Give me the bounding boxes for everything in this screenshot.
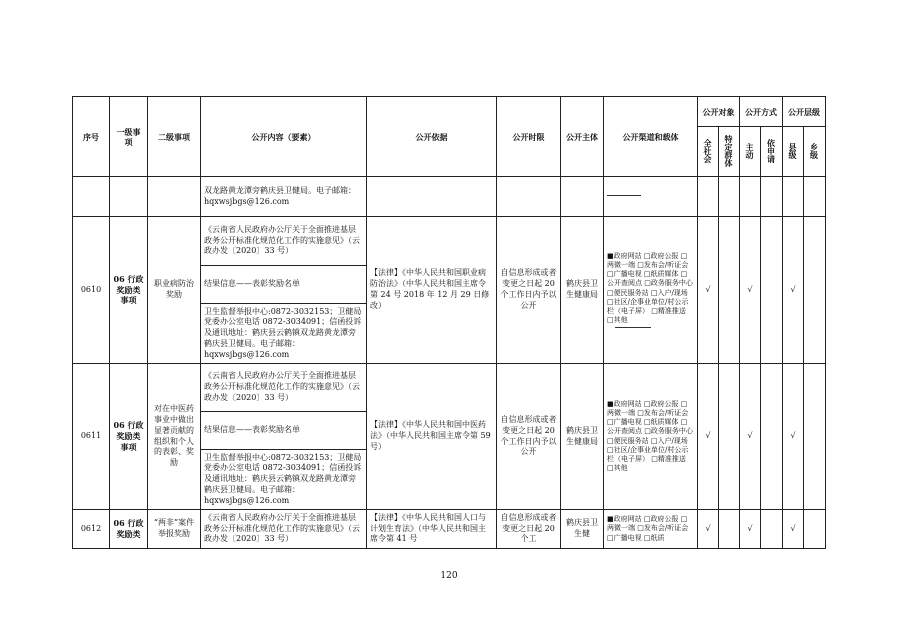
header-specific: 特定群体: [719, 127, 740, 177]
header-active: 主动: [740, 127, 761, 177]
cell-apply: [761, 364, 783, 510]
header-channel: 公开渠道和载体: [604, 97, 698, 177]
cell-channel: ■政府网站 □政府公报 □两微一端 □发布会/听证会 □广播电视 □纸质媒体 □公开查阅点 □政务服务中心 □便民服务站 □入户/现场 □社区/企事业单位/村公示栏（电子屏） □精准推送 □其他: [604, 364, 698, 510]
header-timing: 公开时限: [497, 97, 561, 177]
header-level1: 一级事项: [110, 97, 148, 177]
header-method: 公开方式: [740, 97, 783, 127]
cell-subject: 鹤庆县卫生健康局: [561, 217, 604, 364]
cell-all-society: √: [698, 364, 719, 510]
cell-all-society: √: [698, 217, 719, 364]
header-all-society: 全社会: [698, 127, 719, 177]
header-basis: 公开依据: [367, 97, 497, 177]
cell-level2: “两非”案件举报奖励: [148, 510, 201, 549]
cell-content: 卫生监督举报中心:0872-3032153；卫健局党委办公室电话 0872-3034091；信函投诉及通讯地址：鹤庆县云鹤镇双龙路黄龙潭旁鹤庆县卫健局。电子邮箱：hqxwsjbgs@126.com: [201, 304, 367, 364]
cell-township: [804, 510, 826, 549]
cell-seq: 0611: [73, 364, 110, 510]
cell-level2: 对在中医药事业中做出显著贡献的组织和个人的表彰、奖励: [148, 364, 201, 510]
cell-subject: 鹤庆县卫生健: [561, 510, 604, 549]
cell-content: 结果信息——表彰奖励名单: [201, 412, 367, 450]
cell-apply: [761, 510, 783, 549]
cell-timing: 自信息形成或者变更之日起 20 个工: [497, 510, 561, 549]
cell-content: 结果信息——表彰奖励名单: [201, 266, 367, 304]
cell-township: [804, 364, 826, 510]
header-target: 公开对象: [698, 97, 740, 127]
cell-specific: [719, 364, 740, 510]
cell-seq: 0610: [73, 217, 110, 364]
cell-basis: 【法律】《中华人民共和国人口与计划生育法》（中华人民共和国主席令第 41 号: [367, 510, 497, 549]
cell-county: √: [783, 510, 804, 549]
header-apply: 依申请: [761, 127, 783, 177]
cell-channel: ■政府网站 □政府公报 □两微一端 □发布会/听证会 □广播电视 □纸质媒体 □公开查阅点 □政务服务中心 □便民服务站 □入户/现场 □社区/企事业单位/村公示栏（电子屏） □精准推送 □其他: [604, 217, 698, 364]
cell-level1: 06 行政奖励类事项: [110, 217, 148, 364]
header-content: 公开内容（要素）: [201, 97, 367, 177]
cell-apply: [761, 217, 783, 364]
cell-content: 卫生监督举报中心:0872-3032153；卫健局党委办公室电话 0872-3034091；信函投诉及通讯地址：鹤庆县云鹤镇双龙路黄龙潭旁鹤庆县卫健局。电子邮箱：hqxwsjbgs@126.com: [201, 450, 367, 510]
cell-specific: [719, 217, 740, 364]
header-county: 县级: [783, 127, 804, 177]
divider: [607, 195, 641, 196]
cell-content: 《云南省人民政府办公厅关于全面推进基层政务公开标准化规范化工作的实施意见》（云政办发〔2020〕33 号）: [201, 510, 367, 549]
cell-specific: [719, 510, 740, 549]
table-row: [73, 510, 826, 549]
header-township: 乡级: [804, 127, 826, 177]
cell-county: √: [783, 364, 804, 510]
cell-level2: 职业病防治奖励: [148, 217, 201, 364]
table-row: [73, 364, 826, 412]
cell-seq: 0612: [73, 510, 110, 549]
cell-township: [804, 217, 826, 364]
cell-subject: 鹤庆县卫生健康局: [561, 364, 604, 510]
header-row-1: [73, 97, 826, 127]
header-seq: 序号: [73, 97, 110, 177]
cell-county: √: [783, 217, 804, 364]
header-layer: 公开层级: [783, 97, 826, 127]
cell-level1: 06 行政奖励类事项: [110, 364, 148, 510]
cell-content: 双龙路黄龙潭旁鹤庆县卫健局。电子邮箱：hqxwsjbgs@126.com: [201, 177, 367, 217]
cell-content: 《云南省人民政府办公厅关于全面推进基层政务公开标准化规范化工作的实施意见》（云政办发〔2020〕33 号）: [201, 217, 367, 266]
cell-basis: 【法律】《中华人民共和国职业病防治法》（中华人民共和国主席令第 24 号 2018 年 12 月 29 日修改）: [367, 217, 497, 364]
page-number: 120: [440, 571, 458, 581]
disclosure-table: [72, 96, 826, 549]
cell-level1: 06 行政奖励类: [110, 510, 148, 549]
cell-timing: 自信息形成或者变更之日起 20 个工作日内予以公开: [497, 364, 561, 510]
table-row-continuation: [73, 177, 826, 217]
cell-active: √: [740, 510, 761, 549]
cell-channel: ■政府网站 □政府公报 □两微一端 □发布会/听证会 □广播电视 □纸质: [604, 510, 698, 549]
cell-active: √: [740, 217, 761, 364]
cell-content: 《云南省人民政府办公厅关于全面推进基层政务公开标准化规范化工作的实施意见》（云政办发〔2020〕33 号）: [201, 364, 367, 412]
cell-basis: 【法律】《中华人民共和国中医药法》（中华人民共和国主席令第 59 号）: [367, 364, 497, 510]
cell-active: √: [740, 364, 761, 510]
header-level2: 二级事项: [148, 97, 201, 177]
table-row: [73, 217, 826, 266]
header-subject: 公开主体: [561, 97, 604, 177]
cell-all-society: √: [698, 510, 719, 549]
cell-timing: 自信息形成或者变更之日起 20 个工作日内予以公开: [497, 217, 561, 364]
